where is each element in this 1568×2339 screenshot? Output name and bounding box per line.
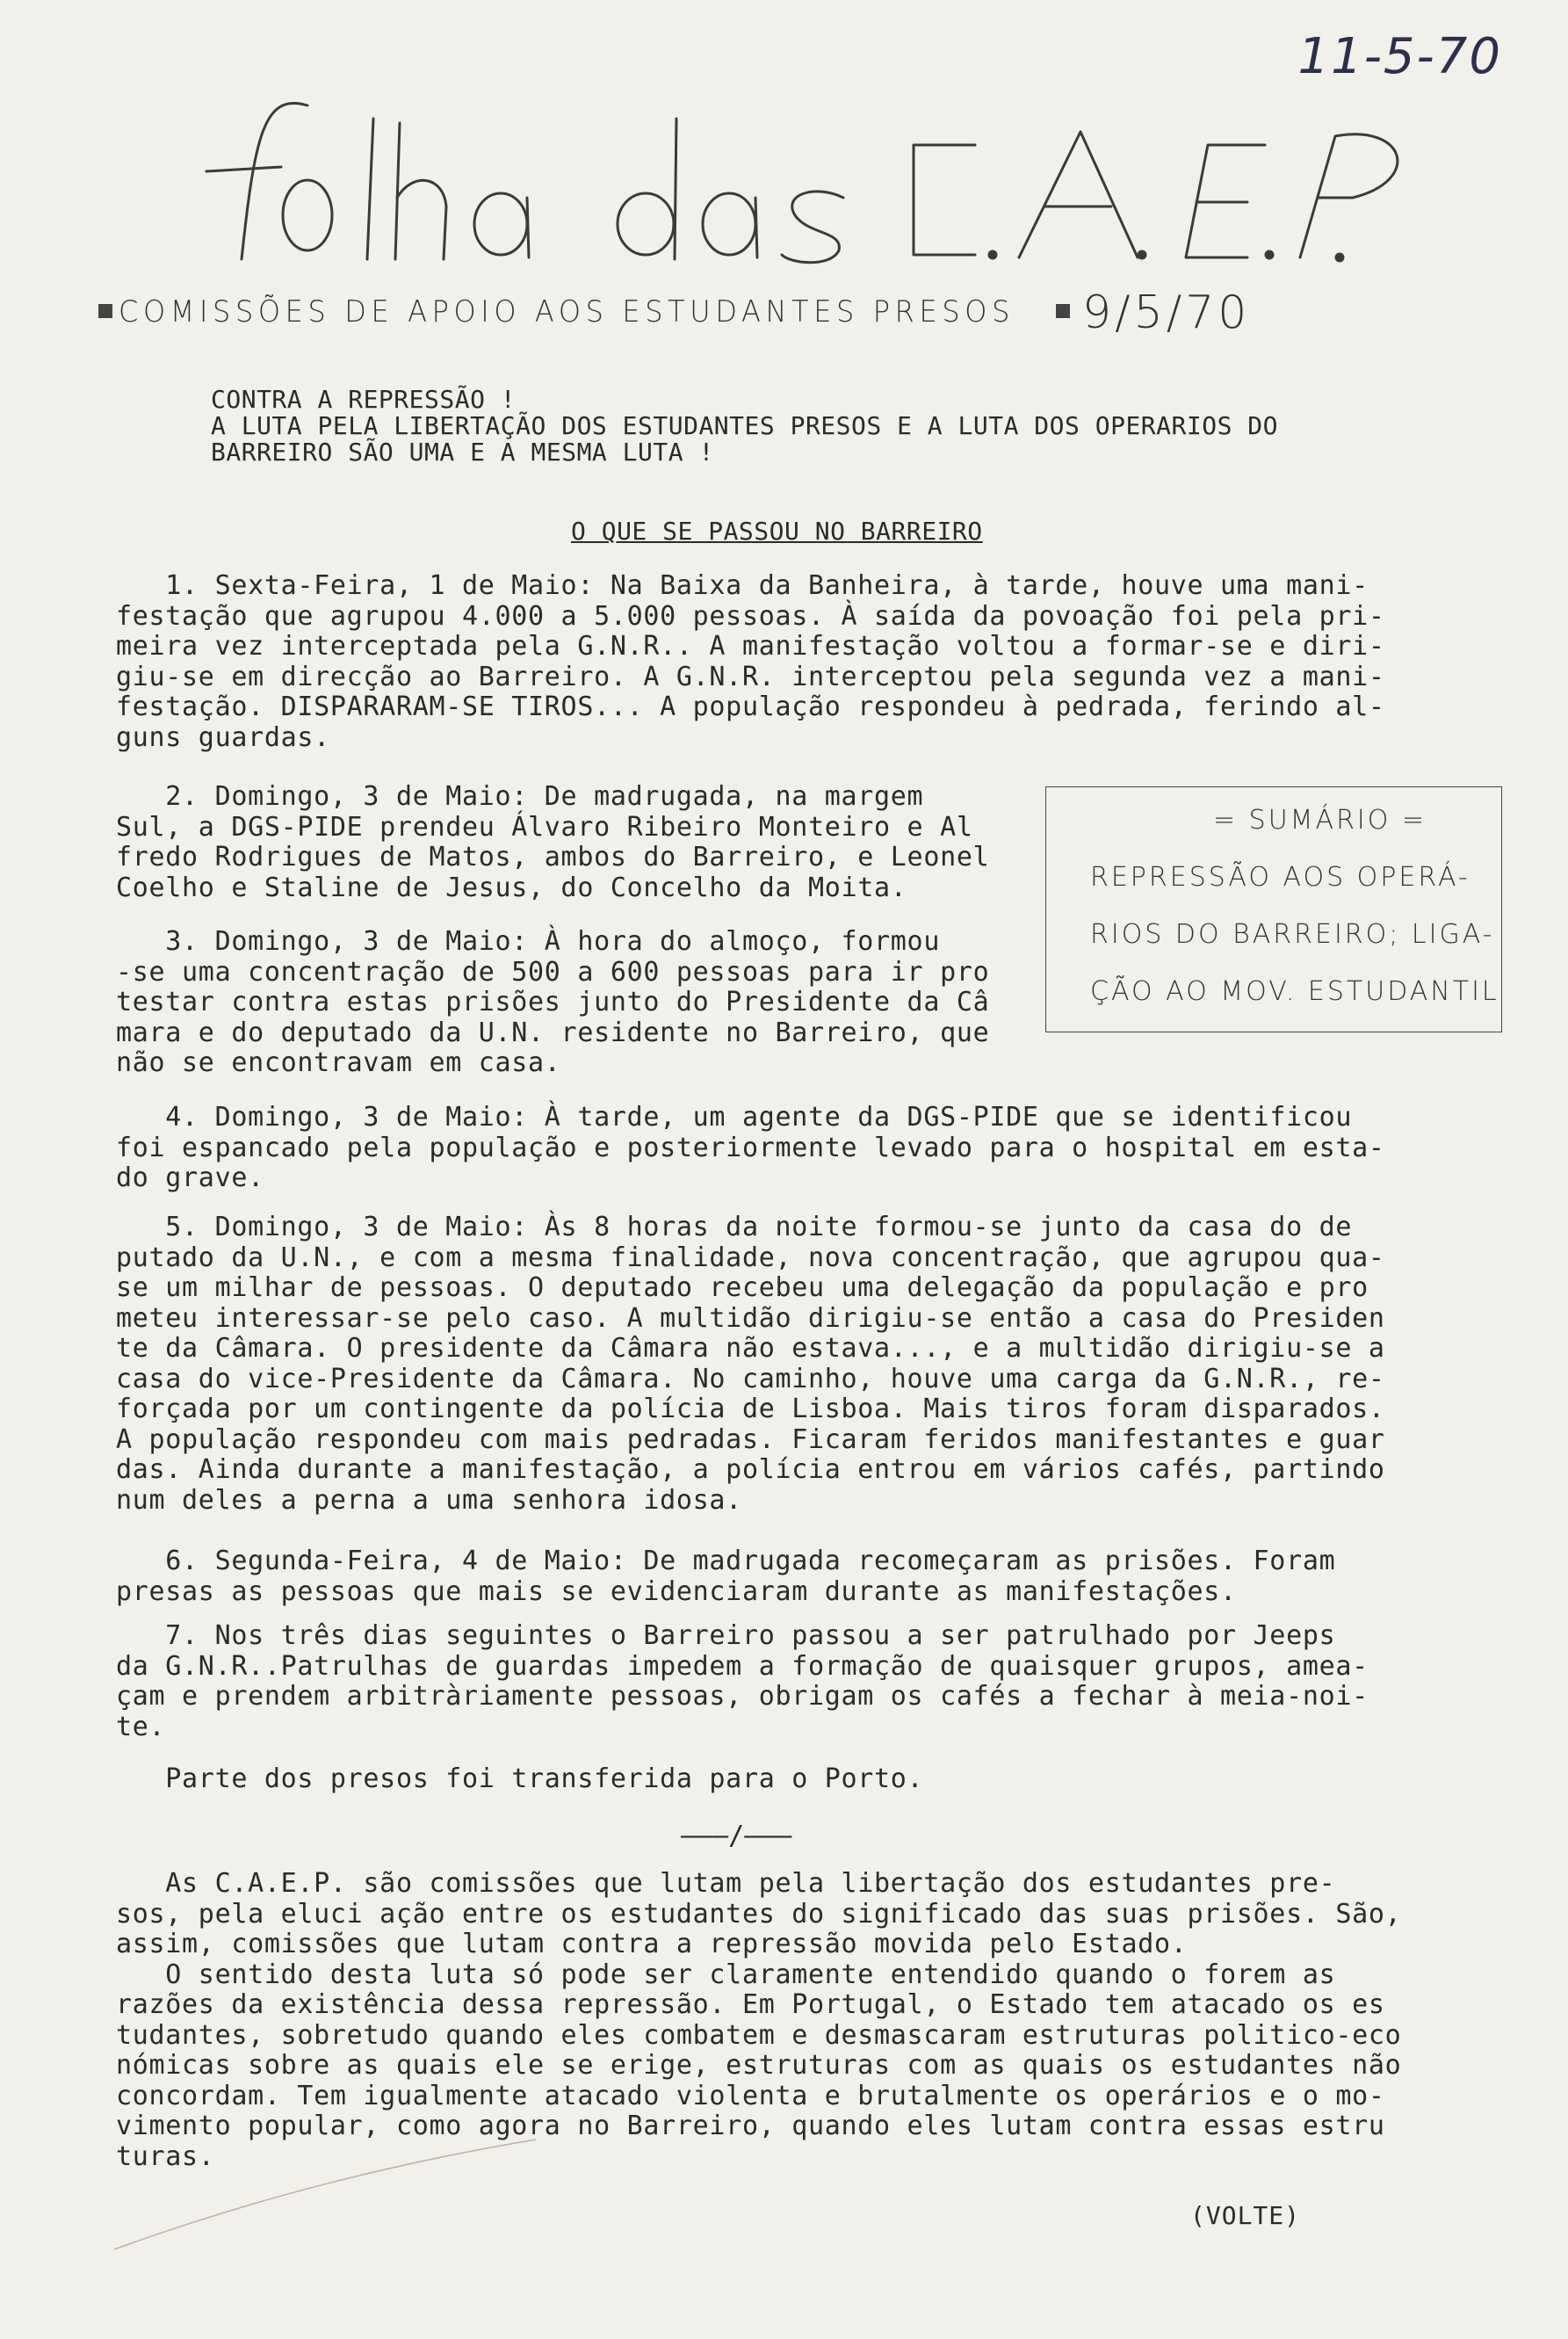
slogans-block bbox=[211, 387, 1278, 466]
svg-text:COMISSÕES DE APOIO AOS ESTUDAN: COMISSÕES DE APOIO AOS ESTUDANTES PRESOS bbox=[119, 294, 1073, 329]
text-line: do grave. bbox=[116, 1162, 264, 1193]
paragraph-5 bbox=[116, 1213, 1385, 1516]
text-line: festação. DISPARARAM-SE TIROS... A população respondeu à pedrada, ferindo al- bbox=[116, 692, 1385, 722]
text-line: çam e prendem arbitràriamente pessoas, obrigam os cafés a fechar à meia-noi- bbox=[116, 1681, 1369, 1712]
paragraph-3 bbox=[116, 927, 989, 1079]
turn-over-note: (VOLTE) bbox=[1190, 2201, 1301, 2230]
text-line: O sentido desta luta só pode ser claramente entendido quando o forem as bbox=[116, 1959, 1336, 1990]
summary-title: = SUMÁRIO = bbox=[1213, 805, 1427, 836]
text-line: turas. bbox=[116, 2140, 215, 2172]
masthead-title-drawing bbox=[0, 83, 1568, 277]
slogan-line: CONTRA A REPRESSÃO ! bbox=[211, 385, 517, 414]
text-line: mara e do deputado da U.N. residente no Barreiro, que bbox=[116, 1017, 990, 1048]
masthead-subtitle-drawing bbox=[0, 279, 1568, 341]
note-paragraph bbox=[116, 1764, 923, 1795]
text-line: giu-se em direcção ao Barreiro. A G.N.R. interceptou pela segunda vez a mani- bbox=[116, 661, 1385, 692]
text-line: da G.N.R..Patrulhas de guardas impedem a formação de quaisquer grupos, ameа- bbox=[116, 1650, 1369, 1682]
paragraph-8 bbox=[116, 1869, 1401, 2172]
text-line: nómicas sobre as quais ele se erige, estruturas com as quais os estudantes não bbox=[116, 2050, 1402, 2081]
text-line: razões da existência dessa repressão. Em Portugal, o Estado tem atacado os es bbox=[116, 1989, 1385, 2020]
pencil-stroke-mark bbox=[105, 2135, 545, 2258]
slogan-line: A LUTA PELA LIBERTAÇÃO DOS ESTUDANTES PRESOS E A LUTA DOS OPERARIOS DO bbox=[211, 411, 1279, 440]
text-line: As C.A.E.P. são comissões que lutam pela libertação dos estudantes pre- bbox=[116, 1868, 1336, 1899]
slogan-line: BARREIRO SÃO UMA E A MESMA LUTA ! bbox=[211, 438, 714, 467]
text-line: 2. Domingo, 3 de Maio: De madrugada, na margem bbox=[116, 781, 924, 812]
section-divider: ———/——— bbox=[681, 1821, 792, 1851]
text-line: meira vez interceptada pela G.N.R.. A manifestação voltou a formar-se e diri- bbox=[116, 631, 1385, 662]
text-line: presas as pessoas que mais se evidenciaram durante as manifestações. bbox=[116, 1575, 1237, 1607]
summary-line: ÇÃO AO MOV. ESTUDANTIL bbox=[1090, 976, 1499, 1007]
svg-text:9/5/70: 9/5/70 bbox=[1082, 286, 1251, 339]
text-line: guns guardas. bbox=[116, 721, 330, 753]
text-line: testar contra estas prisões junto do Presidente da Câ bbox=[116, 987, 990, 1017]
text-line: sos, pela eluci ação entre os estudantes do significado das suas prisões. São, bbox=[116, 1898, 1402, 1930]
paragraph-6 bbox=[116, 1546, 1335, 1607]
text-line: te. bbox=[116, 1711, 166, 1742]
text-line: meteu interessar-se pelo caso. A multidão dirigiu-se então a casa do Presiden bbox=[116, 1302, 1385, 1334]
text-line: 4. Domingo, 3 de Maio: À tarde, um agente da DGS-PIDE que se identificou bbox=[116, 1102, 1353, 1133]
handwritten-date-note: 11-5-70 bbox=[1297, 28, 1502, 85]
text-line: -se uma concentração de 500 a 600 pessoas para ir pro bbox=[116, 956, 990, 988]
paragraph-1 bbox=[116, 571, 1385, 753]
text-line: 5. Domingo, 3 de Maio: Às 8 horas da noite formou-se junto da casa do de bbox=[116, 1212, 1353, 1242]
text-line: tudantes, sobretudo quando eles combatem e desmascaram estruturas politico-eco bbox=[116, 2019, 1402, 2051]
text-line: festação que agrupou 4.000 a 5.000 pessoas. À saída da povoação foi pela pri- bbox=[116, 600, 1385, 632]
text-line: te da Câmara. O presidente da Câmara não estava..., e a multidão dirigiu-se a bbox=[116, 1333, 1385, 1364]
summary-line: RIOS DO BARREIRO; LIGA- bbox=[1090, 919, 1495, 950]
text-line: assim, comissões que lutam contra a repressão movida pelo Estado. bbox=[116, 1929, 1188, 1959]
summary-line: REPRESSÃO AOS OPERÁ- bbox=[1090, 862, 1470, 893]
text-line: Parte dos presos foi transferida para o Porto. bbox=[116, 1763, 924, 1794]
paragraph-7 bbox=[116, 1621, 1369, 1742]
paragraph-2 bbox=[116, 782, 989, 903]
text-line: Coelho e Staline de Jesus, do Concelho da Moita. bbox=[116, 872, 907, 903]
text-line: A população respondeu com mais pedradas. Ficaram feridos manifestantes e guar bbox=[116, 1423, 1385, 1455]
text-line: se um milhar de pessoas. O deputado recebeu uma delegação da população e pro bbox=[116, 1272, 1369, 1303]
text-line: 3. Domingo, 3 de Maio: À hora do almoço, formou bbox=[116, 926, 941, 957]
summary-box bbox=[1045, 786, 1502, 1032]
text-line: 7. Nos três dias seguintes o Barreiro passou a ser patrulhado por Jeeps bbox=[116, 1620, 1336, 1651]
text-line: putado da U.N., e com a mesma finalidade, nova concentração, que agrupou qua- bbox=[116, 1242, 1385, 1273]
text-line: forçada por um contingente da polícia de Lisboa. Mais tiros foram disparados. bbox=[116, 1394, 1385, 1424]
text-line: concordam. Tem igualmente atacado violenta e brutalmente os operários e o mo- bbox=[116, 2080, 1385, 2111]
text-line: fredo Rodrigues de Matos, ambos do Barreiro, e Leonel bbox=[116, 842, 990, 873]
paragraph-4 bbox=[116, 1103, 1385, 1194]
text-line: casa do vice-Presidente da Câmara. No caminho, houve uma carga da G.N.R., re- bbox=[116, 1363, 1385, 1394]
text-line: num deles a perna a uma senhora idosa. bbox=[116, 1484, 742, 1516]
text-line: Sul, a DGS-PIDE prendeu Álvaro Ribeiro Monteiro e Al bbox=[116, 811, 973, 843]
text-line: 6. Segunda-Feira, 4 de Maio: De madrugada recomeçaram as prisões. Foram bbox=[116, 1546, 1336, 1576]
text-line: vimento popular, como agora no Barreiro, quando eles lutam contra essas estru bbox=[116, 2111, 1385, 2141]
text-line: foi espancado pela população e posteriormente levado para o hospital em esta- bbox=[116, 1132, 1385, 1163]
text-line: 1. Sexta-Feira, 1 de Maio: Na Baixa da Banheira, à tarde, houve uma mani- bbox=[116, 570, 1369, 601]
section-title: O QUE SE PASSOU NO BARREIRO bbox=[571, 517, 983, 546]
text-line: das. Ainda durante a manifestação, a polícia entrou em vários cafés, partindo bbox=[116, 1454, 1385, 1485]
text-line: não se encontravam em casa. bbox=[116, 1047, 561, 1078]
